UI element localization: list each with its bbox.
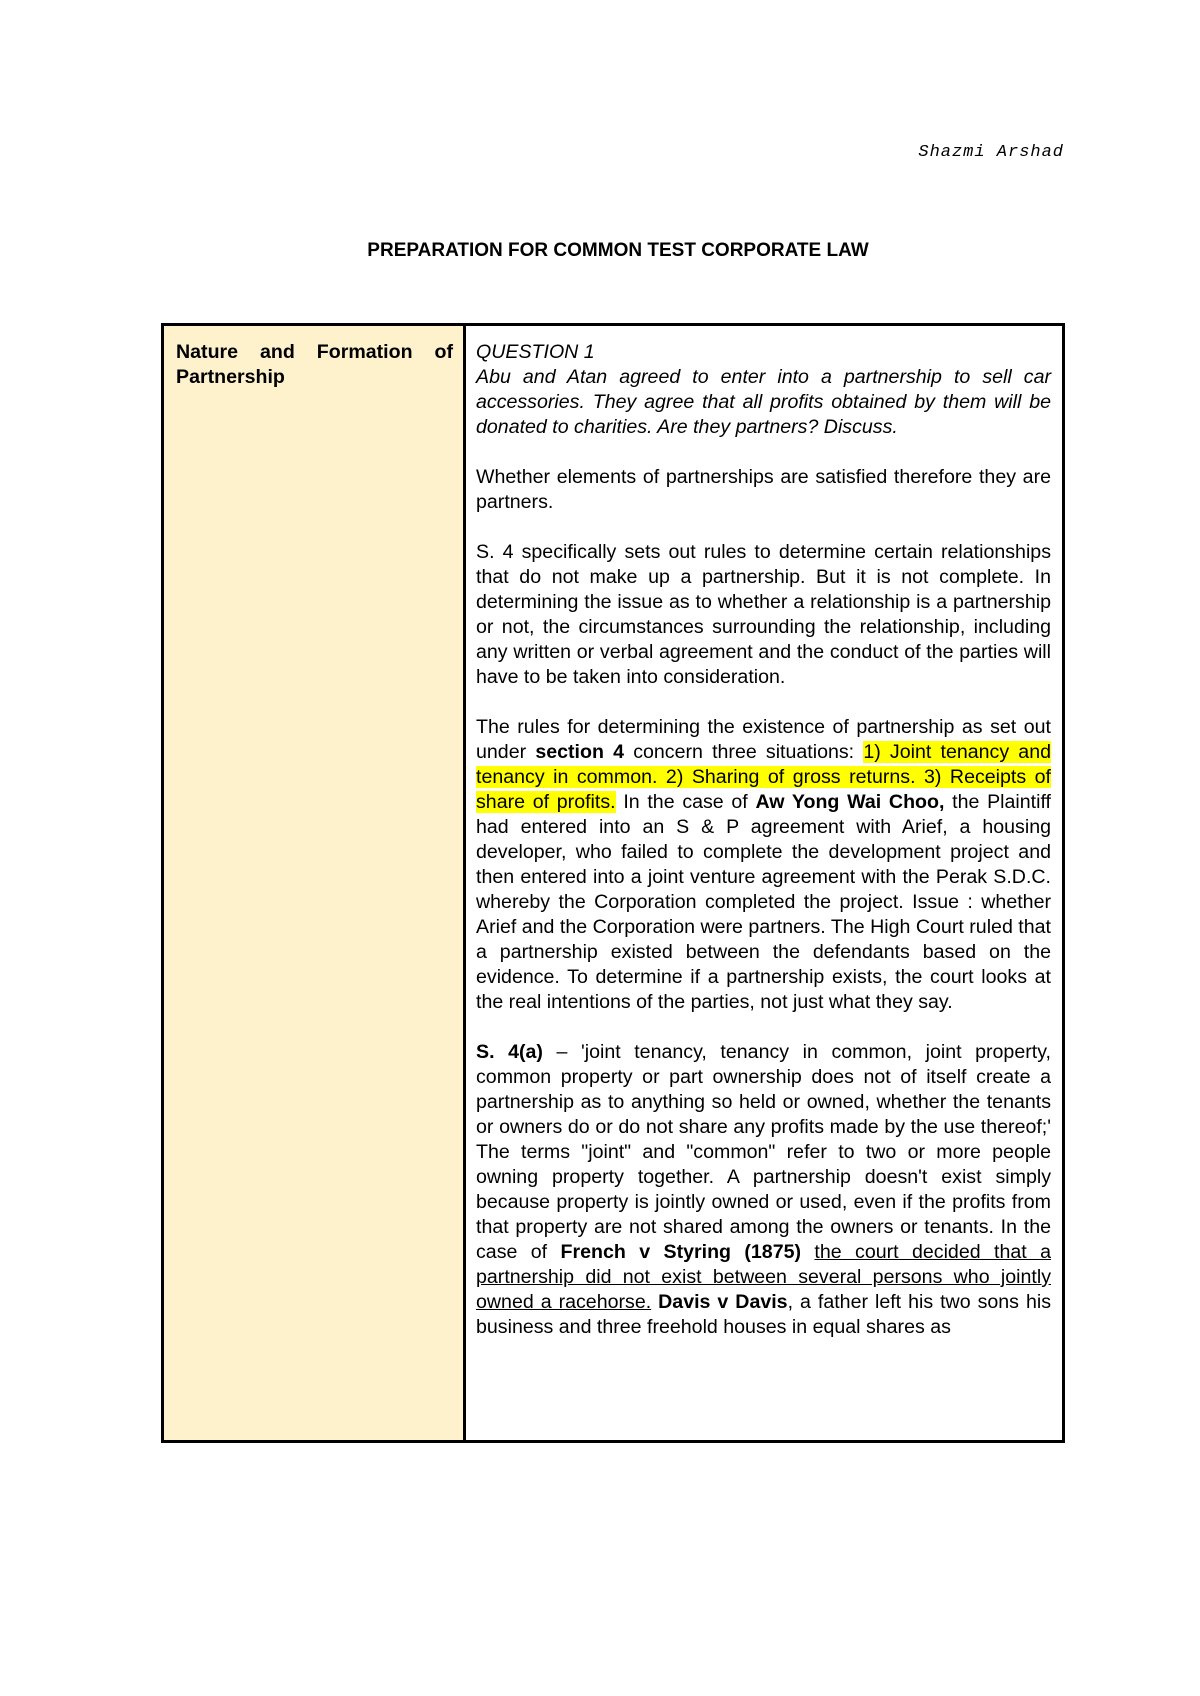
case-intro: In the case of bbox=[623, 791, 748, 813]
author-name: Shazmi Arshad bbox=[918, 143, 1064, 162]
case-name-aw-yong: Aw Yong Wai Choo, bbox=[755, 791, 945, 813]
topic-cell bbox=[164, 326, 466, 1440]
case-text-davis: , a father left his two sons his business and three freehold houses in equal shares as bbox=[476, 1291, 1051, 1338]
s4a-paragraph bbox=[476, 1040, 1051, 1340]
case-text-french: the court decided that a partnership did not exist between several persons who jointly owned a racehorse. bbox=[476, 1241, 1051, 1313]
content-cell bbox=[466, 326, 1062, 1440]
s4-paragraph: S. 4 specifically sets out rules to determine certain relationships that do not make up a partnership. But it is not complete. In determining the issue as to whether a relationship is a partnership or not, the circumstances surrounding the relationship, including any written or verbal agreement and the conduct of the parties will have to be taken into consideration. bbox=[476, 541, 1051, 688]
s4a-text: – 'joint tenancy, tenancy in common, joint property, common property or part ownership does not of itself create a partnership as to anything so held or owned, whether the tenants or owners do or do not share any profits made by the use thereof;' The terms "joint" and "common" refer to two or more people owning property together. A partnership doesn't exist simply because property is jointly owned or used, even if the profits from that property are not shared among the owners or tenants. In the case of bbox=[476, 1041, 1051, 1263]
rules-mid: concern three situations: bbox=[633, 741, 855, 763]
case-name-french: French v Styring (1875) bbox=[560, 1241, 802, 1263]
case-name-davis: Davis v Davis bbox=[658, 1291, 788, 1313]
section-ref: section 4 bbox=[535, 741, 624, 763]
question-text: Abu and Atan agreed to enter into a partnership to sell car accessories. They agree that all profits obtained by them will be donated to charities. Are they partners? Discuss. bbox=[476, 366, 1051, 438]
s4a-label: S. 4(a) bbox=[476, 1041, 543, 1063]
question-label: QUESTION 1 bbox=[476, 341, 595, 363]
issue-paragraph: Whether elements of partnerships are satisfied therefore they are partners. bbox=[476, 466, 1051, 513]
highlighted-situations: 1) Joint tenancy and tenancy in common. 2) Sharing of gross returns. 3) Receipts of share of profits. bbox=[476, 741, 1051, 813]
rules-paragraph bbox=[476, 715, 1051, 1015]
document-title: PREPARATION FOR COMMON TEST CORPORATE LAW bbox=[367, 240, 869, 261]
rules-lead: The rules for determining the existence of partnership as set out under bbox=[476, 716, 1051, 763]
notes-table bbox=[161, 323, 1065, 1443]
case-text-aw-yong: the Plaintiff had entered into an S & P agreement with Arief, a housing developer, who failed to complete the development project and then entered into a joint venture agreement with the Perak S.D.C. whereby the Corporation completed the project. Issue : whether Arief and the Corporation were partners. The High Court ruled that a partnership existed between the defendants based on the evidence. To determine if a partnership exists, the court looks at the real intentions of the parties, not just what they say. bbox=[476, 791, 1052, 1013]
topic-heading: Nature and Formation of Partnership bbox=[176, 341, 453, 388]
